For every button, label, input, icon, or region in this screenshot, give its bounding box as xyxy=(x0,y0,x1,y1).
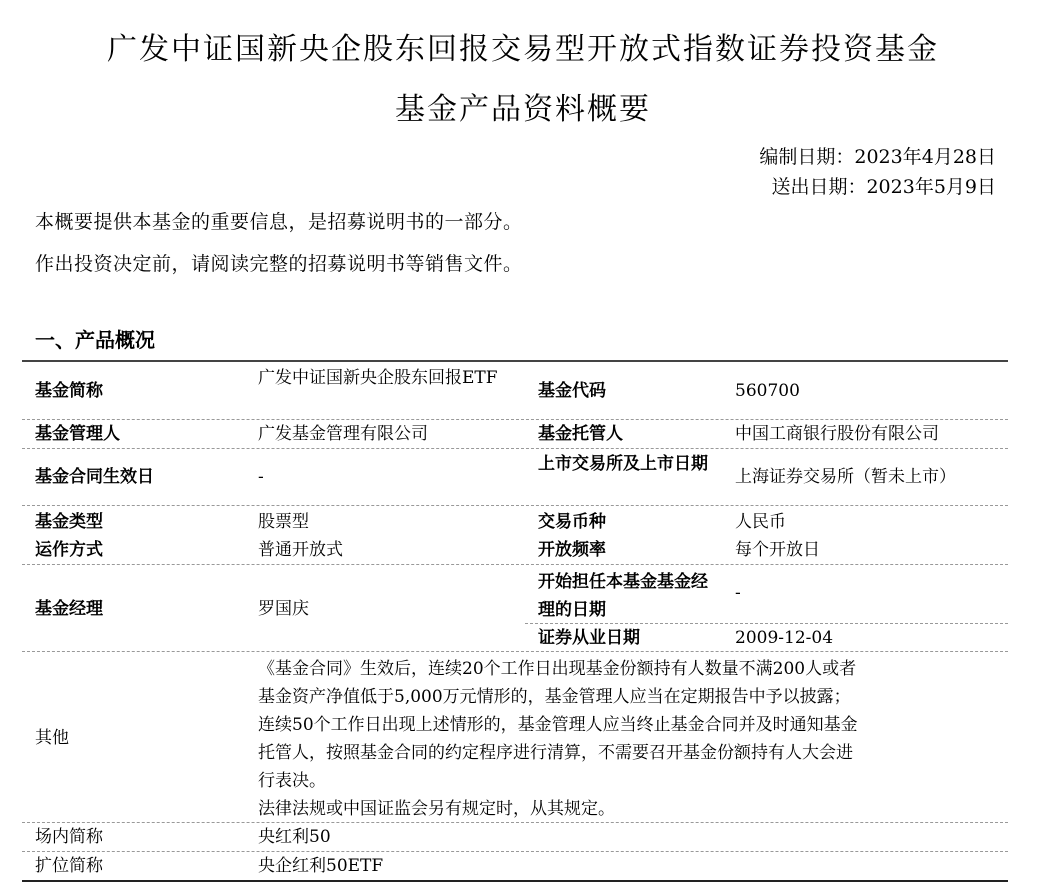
value: 560700 xyxy=(735,381,800,401)
document-title: 广发中证国新央企股东回报交易型开放式指数证券投资基金 xyxy=(107,32,939,67)
send-date: 送出日期：2023年5月9日 xyxy=(771,176,996,198)
table-row xyxy=(22,420,1008,449)
value: 央红利50 xyxy=(258,827,331,847)
label: 基金管理人 xyxy=(35,424,120,444)
value: 央企红利50ETF xyxy=(258,856,384,876)
value: 人民币 xyxy=(735,512,786,532)
value: 上海证券交易所（暂未上市） xyxy=(735,467,956,487)
table-row xyxy=(22,652,1008,823)
text-line: 行表决。 xyxy=(258,771,326,791)
document-subtitle: 基金产品资料概要 xyxy=(395,92,651,127)
other-text xyxy=(258,655,998,823)
label: 基金托管人 xyxy=(538,424,623,444)
text-line: 《基金合同》生效后，连续20个工作日出现基金份额持有人数量不满200人或者 xyxy=(258,659,857,679)
intro-line: 作出投资决定前，请阅读完整的招募说明书等销售文件。 xyxy=(35,253,523,275)
label: 基金合同生效日 xyxy=(35,467,154,487)
table-row xyxy=(22,506,1008,565)
section-heading: 一、产品概况 xyxy=(35,328,155,352)
compile-date: 编制日期：2023年4月28日 xyxy=(759,146,996,168)
value: 罗国庆 xyxy=(258,599,309,619)
text-line: 法律法规或中国证监会另有规定时，从其规定。 xyxy=(258,799,615,819)
text-line: 连续50个工作日出现上述情形的，基金管理人应当终止基金合同并及时通知基金 xyxy=(258,715,858,735)
label: 上市交易所及上市日期 xyxy=(538,454,708,474)
table-row xyxy=(22,362,1008,420)
table-row xyxy=(22,449,1008,506)
intro-line: 本概要提供本基金的重要信息，是招募说明书的一部分。 xyxy=(35,211,523,233)
label: 基金类型 xyxy=(35,512,103,532)
table-row xyxy=(22,565,1008,652)
table-row xyxy=(22,823,1008,852)
label: 交易币种 xyxy=(538,512,606,532)
value: 普通开放式 xyxy=(258,540,343,560)
product-overview-table xyxy=(22,360,1008,882)
text-line: 托管人，按照基金合同的约定程序进行清算，不需要召开基金份额持有人大会进 xyxy=(258,743,853,763)
value: 中国工商银行股份有限公司 xyxy=(735,424,939,444)
value: 广发基金管理有限公司 xyxy=(258,424,428,444)
label: 场内简称 xyxy=(35,827,103,847)
table-row xyxy=(22,852,1008,880)
value: - xyxy=(735,583,741,603)
label: 运作方式 xyxy=(35,540,103,560)
label: 基金简称 xyxy=(35,381,103,401)
label: 开放频率 xyxy=(538,540,606,560)
label: 证券从业日期 xyxy=(538,628,640,648)
value: 广发中证国新央企股东回报ETF xyxy=(258,368,498,388)
value: 每个开放日 xyxy=(735,540,820,560)
text-line: 基金资产净值低于5,000万元情形的，基金管理人应当在定期报告中予以披露； xyxy=(258,687,851,707)
value: - xyxy=(258,467,264,487)
label: 开始担任本基金基金经理的日期 xyxy=(538,572,708,620)
label: 扩位简称 xyxy=(35,856,103,876)
label: 基金代码 xyxy=(538,381,606,401)
label: 基金经理 xyxy=(35,599,103,619)
value: 2009-12-04 xyxy=(735,628,834,648)
value: 股票型 xyxy=(258,512,309,532)
label: 其他 xyxy=(35,728,69,748)
